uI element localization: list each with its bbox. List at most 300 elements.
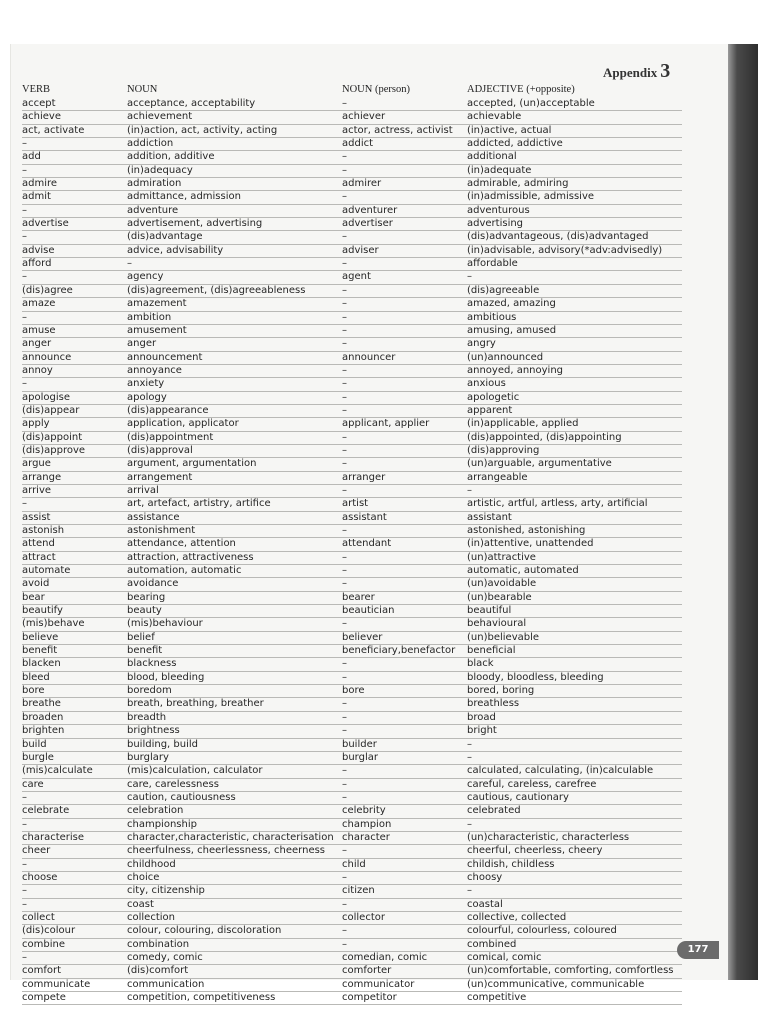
noun-cell: brightness	[127, 725, 180, 737]
table-row	[22, 952, 682, 965]
noun-cell: caution, cautiousness	[127, 791, 236, 803]
table-row	[22, 899, 682, 912]
noun-person-cell: citizen	[342, 885, 375, 897]
noun-person-cell: –	[342, 484, 347, 496]
adjective-cell: (un)avoidable	[467, 578, 537, 590]
verb-cell: assist	[22, 511, 51, 523]
table-row	[22, 912, 682, 925]
noun-cell: breath, breathing, breather	[127, 698, 264, 710]
noun-person-cell: comedian, comic	[342, 952, 428, 963]
noun-person-cell: adventurer	[342, 204, 398, 216]
noun-cell: blood, bleeding	[127, 671, 205, 683]
adjective-cell: apologetic	[467, 391, 520, 403]
noun-person-cell: –	[342, 551, 347, 563]
table-row	[22, 805, 682, 818]
adjective-cell: (un)characteristic, characterless	[467, 831, 630, 843]
adjective-cell: beautiful	[467, 605, 512, 617]
adjective-cell: arrangeable	[467, 471, 528, 483]
table-row	[22, 752, 682, 765]
table-row	[22, 125, 682, 138]
table-row	[22, 218, 682, 231]
word-formation-table	[22, 98, 682, 1005]
table-row	[22, 632, 682, 645]
adjective-cell: apparent	[467, 404, 513, 416]
verb-cell: afford	[22, 258, 52, 270]
verb-cell: astonish	[22, 525, 65, 536]
noun-cell: addiction	[127, 138, 174, 150]
verb-cell: add	[22, 151, 41, 163]
noun-person-cell: attendant	[342, 538, 392, 550]
noun-cell: (in)action, act, activity, acting	[127, 124, 278, 136]
noun-cell: anger	[127, 338, 157, 350]
table-row	[22, 98, 682, 111]
noun-person-cell: –	[342, 431, 347, 443]
noun-person-cell: –	[342, 671, 347, 683]
noun-cell: astonishment	[127, 525, 196, 536]
adjective-cell: careful, careless, carefree	[467, 778, 597, 790]
table-row	[22, 792, 682, 805]
table-row	[22, 258, 682, 271]
table-row	[22, 605, 682, 618]
noun-person-cell: –	[342, 391, 347, 403]
noun-person-cell: –	[342, 618, 347, 630]
column-header-noun-person: NOUN (person)	[342, 84, 410, 95]
adjective-cell: artistic, artful, artless, arty, artificial	[467, 498, 648, 510]
adjective-cell: beneficial	[467, 645, 516, 657]
adjective-cell: additional	[467, 151, 517, 163]
noun-cell: attendance, attention	[127, 538, 236, 550]
noun-person-cell: admirer	[342, 178, 382, 190]
adjective-cell: addicted, addictive	[467, 138, 563, 150]
noun-person-cell: competitor	[342, 992, 397, 1004]
verb-cell: achieve	[22, 111, 61, 123]
verb-cell: bleed	[22, 671, 50, 683]
verb-cell: (dis)approve	[22, 444, 86, 456]
verb-cell: bore	[22, 685, 45, 697]
verb-cell: collect	[22, 911, 55, 923]
table-row	[22, 285, 682, 298]
noun-person-cell: communicator	[342, 978, 415, 990]
verb-cell: celebrate	[22, 805, 70, 817]
table-row	[22, 231, 682, 244]
table-row	[22, 698, 682, 711]
table-row	[22, 245, 682, 258]
noun-cell: apology	[127, 391, 167, 403]
verb-cell: –	[22, 791, 27, 803]
table-row	[22, 819, 682, 832]
adjective-cell: (in)applicable, applied	[467, 418, 579, 430]
verb-cell: (mis)calculate	[22, 765, 93, 777]
adjective-cell: –	[467, 271, 472, 283]
noun-cell: acceptance, acceptability	[127, 98, 256, 109]
verb-cell: arrive	[22, 484, 52, 496]
noun-person-cell: –	[342, 298, 347, 310]
noun-person-cell: collector	[342, 911, 385, 923]
verb-cell: –	[22, 164, 27, 176]
adjective-cell: (in)active, actual	[467, 124, 552, 136]
verb-cell: blacken	[22, 658, 61, 670]
column-header-adjective: ADJECTIVE (+opposite)	[467, 84, 575, 95]
verb-cell: believe	[22, 631, 59, 643]
verb-cell: argue	[22, 458, 51, 470]
noun-cell: benefit	[127, 645, 163, 657]
verb-cell: communicate	[22, 978, 91, 990]
noun-person-cell: –	[342, 565, 347, 577]
table-row	[22, 765, 682, 778]
table-row	[22, 378, 682, 391]
adjective-cell: broad	[467, 711, 496, 723]
adjective-cell: (in)adequate	[467, 164, 532, 176]
noun-person-cell: –	[342, 378, 347, 390]
adjective-cell: bored, boring	[467, 685, 535, 697]
adjective-cell: choosy	[467, 871, 503, 883]
noun-cell: (dis)approval	[127, 444, 193, 456]
noun-cell: annoyance	[127, 364, 182, 376]
noun-person-cell: –	[342, 151, 347, 163]
noun-person-cell: –	[342, 164, 347, 176]
table-row	[22, 525, 682, 538]
adjective-cell: –	[467, 818, 472, 830]
column-header-verb: VERB	[22, 84, 51, 95]
appendix-header	[603, 60, 670, 83]
verb-cell: attract	[22, 551, 56, 563]
table-row	[22, 151, 682, 164]
verb-cell: (dis)appear	[22, 404, 80, 416]
table-row	[22, 445, 682, 458]
appendix-title: Appendix	[603, 65, 658, 80]
noun-person-cell: –	[342, 698, 347, 710]
verb-cell: apply	[22, 418, 50, 430]
table-row	[22, 512, 682, 525]
table-row	[22, 205, 682, 218]
noun-cell: amazement	[127, 298, 187, 310]
noun-person-cell: –	[342, 525, 347, 536]
table-row	[22, 672, 682, 685]
noun-person-cell: –	[342, 658, 347, 670]
noun-cell: ambition	[127, 311, 172, 323]
noun-cell: (dis)appearance	[127, 404, 209, 416]
table-row	[22, 779, 682, 792]
noun-person-cell: actor, actress, activist	[342, 124, 453, 136]
noun-person-cell: –	[342, 845, 347, 857]
verb-cell: characterise	[22, 831, 85, 843]
noun-cell: (mis)calculation, calculator	[127, 765, 263, 777]
noun-cell: arrival	[127, 484, 159, 496]
noun-cell: achievement	[127, 111, 193, 123]
table-row	[22, 845, 682, 858]
verb-cell: accept	[22, 98, 56, 109]
noun-person-cell: bore	[342, 685, 365, 697]
noun-person-cell: adviser	[342, 244, 379, 256]
noun-cell: assistance	[127, 511, 180, 523]
noun-person-cell: –	[342, 311, 347, 323]
adjective-cell: anxious	[467, 378, 506, 390]
verb-cell: care	[22, 778, 44, 790]
table-row	[22, 992, 682, 1005]
verb-cell: –	[22, 204, 27, 216]
noun-person-cell: –	[342, 364, 347, 376]
verb-cell: beautify	[22, 605, 63, 617]
table-row	[22, 925, 682, 938]
adjective-cell: advertising	[467, 218, 524, 230]
noun-cell: city, citizenship	[127, 885, 205, 897]
verb-cell: –	[22, 858, 27, 870]
table-row	[22, 432, 682, 445]
verb-cell: admit	[22, 191, 51, 203]
adjective-cell: automatic, automated	[467, 565, 579, 577]
verb-cell: announce	[22, 351, 72, 363]
verb-cell: automate	[22, 565, 71, 577]
noun-cell: addition, additive	[127, 151, 215, 163]
noun-person-cell: beautician	[342, 605, 395, 617]
verb-cell: combine	[22, 938, 65, 950]
noun-cell: choice	[127, 871, 160, 883]
adjective-cell: affordable	[467, 258, 518, 270]
verb-cell: (dis)appoint	[22, 431, 83, 443]
noun-cell: coast	[127, 898, 154, 910]
table-row	[22, 392, 682, 405]
table-row	[22, 832, 682, 845]
verb-cell: brighten	[22, 725, 65, 737]
table-row	[22, 725, 682, 738]
noun-cell: building, build	[127, 738, 199, 750]
noun-cell: boredom	[127, 685, 172, 697]
noun-person-cell: –	[342, 98, 347, 109]
noun-person-cell: burglar	[342, 751, 378, 763]
noun-person-cell: –	[342, 938, 347, 950]
verb-cell: attend	[22, 538, 55, 550]
verb-cell: –	[22, 498, 27, 510]
noun-cell: bearing	[127, 591, 166, 603]
noun-person-cell: –	[342, 258, 347, 270]
noun-person-cell: applicant, applier	[342, 418, 430, 430]
verb-cell: amuse	[22, 324, 56, 336]
verb-cell: broaden	[22, 711, 64, 723]
noun-person-cell: –	[342, 765, 347, 777]
noun-person-cell: bearer	[342, 591, 375, 603]
noun-person-cell: artist	[342, 498, 369, 510]
noun-person-cell: celebrity	[342, 805, 386, 817]
table-row	[22, 552, 682, 565]
verb-cell: –	[22, 885, 27, 897]
adjective-cell: accepted, (un)acceptable	[467, 98, 595, 109]
noun-cell: breadth	[127, 711, 167, 723]
noun-cell: (dis)comfort	[127, 965, 189, 977]
adjective-cell: –	[467, 738, 472, 750]
verb-cell: –	[22, 231, 27, 243]
noun-person-cell: achiever	[342, 111, 386, 123]
noun-cell: celebration	[127, 805, 184, 817]
table-row	[22, 191, 682, 204]
adjective-cell: (dis)appointed, (dis)appointing	[467, 431, 622, 443]
noun-person-cell: –	[342, 231, 347, 243]
verb-cell: avoid	[22, 578, 50, 590]
noun-cell: admiration	[127, 178, 182, 190]
noun-person-cell: addict	[342, 138, 374, 150]
verb-cell: amaze	[22, 298, 56, 310]
adjective-cell: –	[467, 751, 472, 763]
table-row	[22, 538, 682, 551]
noun-person-cell: champion	[342, 818, 392, 830]
table-row	[22, 271, 682, 284]
adjective-cell: admirable, admiring	[467, 178, 569, 190]
book-spine	[728, 44, 758, 980]
verb-cell: breathe	[22, 698, 61, 710]
noun-person-cell: comforter	[342, 965, 392, 977]
noun-cell: cheerfulness, cheerlessness, cheerness	[127, 845, 326, 857]
table-row	[22, 138, 682, 151]
adjective-cell: angry	[467, 338, 496, 350]
table-row	[22, 325, 682, 338]
column-header-noun: NOUN	[127, 84, 158, 95]
noun-cell: (dis)agreement, (dis)agreeableness	[127, 284, 306, 296]
adjective-cell: childish, childless	[467, 858, 555, 870]
table-row	[22, 405, 682, 418]
adjective-cell: (un)communicative, communicable	[467, 978, 645, 990]
page-number-badge: 177	[677, 941, 719, 959]
adjective-cell: collective, collected	[467, 911, 567, 923]
table-row	[22, 658, 682, 671]
verb-cell: comfort	[22, 965, 62, 977]
noun-cell: combination	[127, 938, 190, 950]
table-row	[22, 618, 682, 631]
adjective-cell: (un)comfortable, comforting, comfortless	[467, 965, 674, 977]
noun-cell: announcement	[127, 351, 203, 363]
appendix-number: 3	[660, 60, 671, 82]
adjective-cell: (un)believable	[467, 631, 540, 643]
adjective-cell: breathless	[467, 698, 520, 710]
table-row	[22, 872, 682, 885]
noun-cell: (in)adequacy	[127, 164, 193, 176]
adjective-cell: –	[467, 484, 472, 496]
verb-cell: admire	[22, 178, 58, 190]
table-row	[22, 352, 682, 365]
adjective-cell: astonished, astonishing	[467, 525, 586, 536]
noun-cell: advertisement, advertising	[127, 218, 263, 230]
noun-cell: belief	[127, 631, 155, 643]
noun-cell: burglary	[127, 751, 169, 763]
table-row	[22, 338, 682, 351]
table-row	[22, 859, 682, 872]
table-row	[22, 111, 682, 124]
verb-cell: apologise	[22, 391, 70, 403]
adjective-cell: annoyed, annoying	[467, 364, 564, 376]
noun-person-cell: –	[342, 871, 347, 883]
adjective-cell: (un)arguable, argumentative	[467, 458, 612, 470]
verb-cell: anger	[22, 338, 52, 350]
adjective-cell: ambitious	[467, 311, 517, 323]
table-row	[22, 472, 682, 485]
verb-cell: arrange	[22, 471, 62, 483]
verb-cell: burgle	[22, 751, 54, 763]
adjective-cell: comical, comic	[467, 952, 542, 963]
verb-cell: –	[22, 952, 27, 963]
adjective-cell: (dis)advantageous, (dis)advantaged	[467, 231, 649, 243]
table-row	[22, 885, 682, 898]
noun-person-cell: –	[342, 778, 347, 790]
noun-cell: blackness	[127, 658, 177, 670]
adjective-cell: assistant	[467, 511, 512, 523]
adjective-cell: behavioural	[467, 618, 527, 630]
table-row	[22, 178, 682, 191]
adjective-cell: (in)admissible, admissive	[467, 191, 595, 203]
noun-person-cell: believer	[342, 631, 383, 643]
noun-cell: art, artefact, artistry, artifice	[127, 498, 271, 510]
noun-person-cell: –	[342, 898, 347, 910]
noun-cell: –	[127, 258, 132, 270]
table-row	[22, 645, 682, 658]
verb-cell: cheer	[22, 845, 51, 857]
noun-person-cell: beneficiary,benefactor	[342, 645, 456, 657]
noun-person-cell: –	[342, 458, 347, 470]
table-row	[22, 565, 682, 578]
verb-cell: –	[22, 898, 27, 910]
noun-cell: character,characteristic, characterisation	[127, 831, 334, 843]
noun-cell: care, carelessness	[127, 778, 219, 790]
noun-cell: collection	[127, 911, 175, 923]
noun-cell: competition, competitiveness	[127, 992, 276, 1004]
table-row	[22, 939, 682, 952]
noun-person-cell: assistant	[342, 511, 387, 523]
noun-person-cell: –	[342, 444, 347, 456]
noun-person-cell: builder	[342, 738, 377, 750]
noun-cell: admittance, admission	[127, 191, 241, 203]
verb-cell: –	[22, 138, 27, 150]
noun-cell: advice, advisability	[127, 244, 224, 256]
adjective-cell: combined	[467, 938, 517, 950]
noun-cell: amusement	[127, 324, 187, 336]
noun-cell: application, applicator	[127, 418, 239, 430]
table-row	[22, 685, 682, 698]
verb-cell: –	[22, 378, 27, 390]
table-row	[22, 578, 682, 591]
noun-person-cell: –	[342, 404, 347, 416]
adjective-cell: (dis)agreeable	[467, 284, 540, 296]
verb-cell: bear	[22, 591, 45, 603]
verb-cell: choose	[22, 871, 58, 883]
table-row	[22, 298, 682, 311]
adjective-cell: black	[467, 658, 494, 670]
noun-cell: avoidance	[127, 578, 179, 590]
verb-cell: benefit	[22, 645, 58, 657]
adjective-cell: celebrated	[467, 805, 521, 817]
noun-cell: anxiety	[127, 378, 165, 390]
noun-person-cell: –	[342, 925, 347, 937]
noun-cell: beauty	[127, 605, 162, 617]
noun-cell: communication	[127, 978, 205, 990]
noun-person-cell: advertiser	[342, 218, 393, 230]
noun-person-cell: character	[342, 831, 390, 843]
adjective-cell: bloody, bloodless, bleeding	[467, 671, 604, 683]
table-row	[22, 458, 682, 471]
table-row	[22, 418, 682, 431]
noun-person-cell: –	[342, 324, 347, 336]
noun-cell: automation, automatic	[127, 565, 242, 577]
table-row	[22, 365, 682, 378]
table-row	[22, 739, 682, 752]
noun-cell: attraction, attractiveness	[127, 551, 254, 563]
noun-cell: (dis)appointment	[127, 431, 214, 443]
adjective-cell: amazed, amazing	[467, 298, 556, 310]
noun-person-cell: –	[342, 725, 347, 737]
adjective-cell: coastal	[467, 898, 503, 910]
noun-cell: childhood	[127, 858, 176, 870]
table-row	[22, 165, 682, 178]
adjective-cell: achievable	[467, 111, 522, 123]
noun-person-cell: agent	[342, 271, 371, 283]
noun-cell: arrangement	[127, 471, 193, 483]
verb-cell: –	[22, 311, 27, 323]
